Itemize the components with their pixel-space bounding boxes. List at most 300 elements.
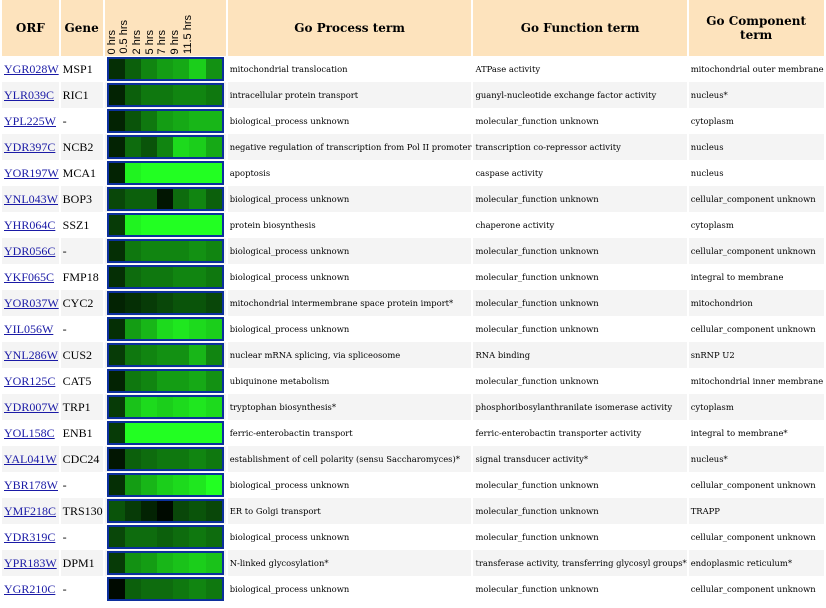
process-term-cell: ER to Golgi transport xyxy=(228,498,472,524)
component-term-cell: cellular_component unknown xyxy=(689,186,824,212)
orf-cell xyxy=(2,238,59,264)
function-term-cell: guanyl-nucleotide exchange factor activity xyxy=(473,82,686,108)
function-term-cell: molecular_function unknown xyxy=(475,272,599,282)
orf-link[interactable]: YDR397C xyxy=(4,140,56,154)
component-term-cell: nucleus xyxy=(689,134,824,160)
component-term-cell: cellular_component unknown xyxy=(690,532,816,542)
expression-cell xyxy=(105,316,226,342)
expression-heat-cell xyxy=(141,111,157,131)
function-term-cell: molecular_function unknown xyxy=(475,376,599,386)
function-term-cell: ATPase activity xyxy=(475,64,541,74)
expression-heat-cell xyxy=(109,163,125,183)
expression-heat-cell xyxy=(157,449,173,469)
expression-heatbar xyxy=(107,317,224,341)
expression-heat-cell xyxy=(189,267,205,287)
process-header: Go Process term xyxy=(228,0,472,56)
gene-cell: CDC24 xyxy=(61,446,103,472)
process-term-cell: mitochondrial intermembrane space protein import* xyxy=(228,290,472,316)
expression-heat-cell xyxy=(173,215,189,235)
expression-heat-cell xyxy=(141,579,157,599)
orf-link[interactable]: YOR125C xyxy=(4,374,56,388)
orf-link[interactable]: YDR056C xyxy=(4,244,56,258)
orf-link[interactable]: YOR197W xyxy=(4,166,59,180)
expression-heat-cell xyxy=(206,215,222,235)
component-term-cell: nucleus* xyxy=(689,446,824,472)
expression-heat-cell xyxy=(173,345,189,365)
orf-link[interactable]: YGR210C xyxy=(4,582,56,596)
expression-heat-cell xyxy=(189,163,205,183)
expression-heat-cell xyxy=(189,319,205,339)
gene-cell: - xyxy=(61,238,103,264)
expression-heat-cell xyxy=(173,475,189,495)
gene-cell: - xyxy=(62,477,67,492)
expression-cell xyxy=(105,212,226,238)
expression-heat-cell xyxy=(157,579,173,599)
expression-heat-cell xyxy=(141,137,157,157)
table-row xyxy=(2,108,824,134)
expression-cell xyxy=(105,290,226,316)
function-term-cell: ferric-enterobactin transporter activity xyxy=(475,428,642,438)
expression-heat-cell xyxy=(206,241,222,261)
table-row xyxy=(2,446,824,472)
expression-heat-cell xyxy=(157,111,173,131)
expression-heatbar xyxy=(107,447,224,471)
timepoint-label-cell xyxy=(168,0,181,56)
expression-heat-cell xyxy=(157,553,173,573)
timepoint-label: 7 hrs xyxy=(156,29,169,54)
function-term-cell: molecular_function unknown xyxy=(473,498,686,524)
process-term-cell: biological_process unknown xyxy=(229,480,350,490)
expression-heatbar xyxy=(107,525,224,549)
expression-heat-cell xyxy=(173,397,189,417)
expression-heat-cell xyxy=(189,527,205,547)
table-row xyxy=(2,134,824,160)
process-term-cell: intracellular protein transport xyxy=(228,82,472,108)
gene-cell: - xyxy=(62,581,67,596)
gene-cell: - xyxy=(62,321,67,336)
table-row xyxy=(2,368,824,394)
expression-heat-cell xyxy=(125,111,141,131)
expression-heatbar xyxy=(107,109,224,133)
expression-heat-cell xyxy=(141,397,157,417)
table-row xyxy=(2,472,824,498)
expression-heat-cell xyxy=(173,163,189,183)
expression-heat-cell xyxy=(109,475,125,495)
process-term-cell: negative regulation of transcription from Pol II promoter xyxy=(228,134,472,160)
expression-heat-cell xyxy=(109,319,125,339)
expression-heat-cell xyxy=(189,449,205,469)
expression-heat-cell xyxy=(157,137,173,157)
expression-heat-cell xyxy=(125,423,141,443)
expression-heat-cell xyxy=(189,85,205,105)
expression-heat-cell xyxy=(189,371,205,391)
expression-heatbar xyxy=(107,213,224,237)
expression-heat-cell xyxy=(173,319,189,339)
expression-cell xyxy=(105,264,226,290)
expression-heat-cell xyxy=(125,527,141,547)
expression-heat-cell xyxy=(141,345,157,365)
orf-link[interactable]: YOL158C xyxy=(4,426,55,440)
table-row xyxy=(2,420,824,446)
orf-cell xyxy=(2,576,59,602)
table-row xyxy=(2,290,824,316)
expression-heat-cell xyxy=(109,553,125,573)
gene-cell: - xyxy=(62,529,67,544)
expression-heat-cell xyxy=(189,553,205,573)
orf-link[interactable]: YNL043W xyxy=(4,192,58,206)
expression-heatbar xyxy=(107,83,224,107)
expression-heat-cell xyxy=(206,293,222,313)
gene-cell: ENB1 xyxy=(62,425,93,440)
orf-cell xyxy=(2,368,59,394)
expression-heat-cell xyxy=(157,189,173,209)
timepoint-label: 11.5 hrs xyxy=(181,15,194,54)
table-row xyxy=(2,550,824,576)
expression-heat-cell xyxy=(125,319,141,339)
gene-cell: TRP1 xyxy=(61,394,103,420)
orf-cell xyxy=(2,264,59,290)
orf-cell xyxy=(2,342,59,368)
expression-heat-cell xyxy=(173,267,189,287)
orf-link[interactable]: YPL225W xyxy=(4,114,56,128)
expression-heat-cell xyxy=(189,241,205,261)
expression-heat-cell xyxy=(157,293,173,313)
expression-heat-cell xyxy=(173,501,189,521)
process-term-cell: biological_process unknown xyxy=(229,584,350,594)
expression-cell xyxy=(105,56,226,82)
expression-heat-cell xyxy=(141,423,157,443)
function-term-cell: molecular_function unknown xyxy=(473,290,686,316)
expression-heat-cell xyxy=(109,501,125,521)
expression-heat-cell xyxy=(141,553,157,573)
expression-heat-cell xyxy=(173,423,189,443)
expression-heat-cell xyxy=(109,345,125,365)
expression-cell xyxy=(105,576,226,602)
expression-heat-cell xyxy=(125,449,141,469)
orf-cell xyxy=(2,550,59,576)
expression-heat-cell xyxy=(109,449,125,469)
process-term-cell: biological_process unknown xyxy=(229,116,350,126)
expression-heat-cell xyxy=(141,59,157,79)
timepoint-label-cell xyxy=(105,0,118,56)
expression-heat-cell xyxy=(173,553,189,573)
expression-heat-cell xyxy=(109,579,125,599)
expression-heat-cell xyxy=(157,371,173,391)
orf-link[interactable]: YHR064C xyxy=(4,218,56,232)
expression-heat-cell xyxy=(109,189,125,209)
function-term-cell: phosphoribosylanthranilate isomerase activity xyxy=(473,394,686,420)
function-term-cell: caspase activity xyxy=(475,168,543,178)
process-term-cell: nuclear mRNA splicing, via spliceosome xyxy=(228,342,472,368)
expression-heat-cell xyxy=(206,59,222,79)
expression-heat-cell xyxy=(173,111,189,131)
expression-heat-cell xyxy=(173,189,189,209)
orf-link[interactable]: YPR183W xyxy=(4,556,57,570)
expression-heat-cell xyxy=(189,189,205,209)
gene-cell: CYC2 xyxy=(61,290,103,316)
gene-cell: SSZ1 xyxy=(62,217,90,232)
orf-cell xyxy=(2,524,59,550)
expression-heat-cell xyxy=(157,501,173,521)
gene-cell: CUS2 xyxy=(61,342,103,368)
expression-heatbar xyxy=(107,473,224,497)
orf-cell xyxy=(2,186,59,212)
component-term-cell: integral to membrane* xyxy=(690,428,788,438)
expression-cell xyxy=(105,134,226,160)
component-term-cell: integral to membrane xyxy=(690,272,784,282)
expression-heat-cell xyxy=(125,371,141,391)
orf-cell xyxy=(2,212,59,238)
expression-heat-cell xyxy=(206,475,222,495)
gene-cell: RIC1 xyxy=(61,82,103,108)
expression-cell xyxy=(105,394,226,420)
expression-heat-cell xyxy=(206,423,222,443)
table-row xyxy=(2,264,824,290)
orf-cell xyxy=(2,56,59,82)
component-term-cell: cytoplasm xyxy=(690,220,734,230)
timepoint-label-cell xyxy=(143,0,156,56)
table-row xyxy=(2,160,824,186)
table-row xyxy=(2,212,824,238)
expression-heat-cell xyxy=(189,475,205,495)
orf-cell xyxy=(2,82,59,108)
expression-heat-cell xyxy=(141,527,157,547)
orf-link[interactable]: YAL041W xyxy=(4,452,57,466)
expression-heat-cell xyxy=(109,371,125,391)
gene-cell: FMP18 xyxy=(62,269,99,284)
component-term-cell: cellular_component unknown xyxy=(690,324,816,334)
orf-link[interactable]: YBR178W xyxy=(4,478,58,492)
process-term-cell: biological_process unknown xyxy=(229,324,350,334)
expression-heat-cell xyxy=(109,267,125,287)
expression-heat-cell xyxy=(125,293,141,313)
expression-cell xyxy=(105,550,226,576)
orf-cell xyxy=(2,472,59,498)
expression-heat-cell xyxy=(141,241,157,261)
component-term-cell: cytoplasm xyxy=(689,394,824,420)
process-term-cell: tryptophan biosynthesis* xyxy=(228,394,472,420)
expression-heat-cell xyxy=(157,397,173,417)
expression-cell xyxy=(105,498,226,524)
expression-heat-cell xyxy=(109,397,125,417)
expression-heat-cell xyxy=(109,215,125,235)
expression-heat-cell xyxy=(189,501,205,521)
orf-link[interactable]: YKF065C xyxy=(4,270,55,284)
orf-link[interactable]: YMF218C xyxy=(4,504,57,518)
expression-heat-cell xyxy=(141,293,157,313)
expression-heatbar xyxy=(107,499,224,523)
orf-link[interactable]: YIL056W xyxy=(4,322,54,336)
expression-heat-cell xyxy=(141,319,157,339)
expression-heat-cell xyxy=(173,85,189,105)
function-term-cell: transferase activity, transferring glycosyl groups* xyxy=(473,550,686,576)
expression-heat-cell xyxy=(141,501,157,521)
expression-heat-cell xyxy=(206,371,222,391)
gene-cell: DPM1 xyxy=(61,550,103,576)
expression-heat-cell xyxy=(157,241,173,261)
table-row xyxy=(2,316,824,342)
expression-heatbar xyxy=(107,239,224,263)
expression-heat-cell xyxy=(125,397,141,417)
expression-heat-cell xyxy=(206,267,222,287)
timepoint-header xyxy=(105,0,226,56)
expression-heatbar xyxy=(107,265,224,289)
expression-heat-cell xyxy=(141,215,157,235)
gene-header: Gene xyxy=(61,0,103,56)
expression-heat-cell xyxy=(157,267,173,287)
expression-heat-cell xyxy=(189,423,205,443)
orf-cell xyxy=(2,108,59,134)
expression-heat-cell xyxy=(125,267,141,287)
expression-heat-cell xyxy=(157,215,173,235)
expression-heatbar xyxy=(107,577,224,601)
expression-heat-cell xyxy=(157,345,173,365)
expression-heat-cell xyxy=(189,59,205,79)
function-term-cell: transcription co-repressor activity xyxy=(473,134,686,160)
expression-cell xyxy=(105,524,226,550)
function-term-cell: molecular_function unknown xyxy=(473,186,686,212)
expression-cell xyxy=(105,472,226,498)
expression-heat-cell xyxy=(125,501,141,521)
expression-heat-cell xyxy=(206,163,222,183)
component-header: Go Component term xyxy=(689,0,824,56)
expression-heat-cell xyxy=(173,579,189,599)
orf-cell xyxy=(2,446,59,472)
expression-heat-cell xyxy=(157,423,173,443)
expression-heat-cell xyxy=(189,293,205,313)
expression-heat-cell xyxy=(125,215,141,235)
expression-cell xyxy=(105,368,226,394)
expression-heat-cell xyxy=(157,527,173,547)
expression-heat-cell xyxy=(173,241,189,261)
table-row xyxy=(2,238,824,264)
expression-heat-cell xyxy=(141,371,157,391)
process-term-cell: protein biosynthesis xyxy=(229,220,316,230)
expression-heat-cell xyxy=(206,345,222,365)
expression-cell xyxy=(105,342,226,368)
expression-heat-cell xyxy=(173,293,189,313)
process-term-cell: biological_process unknown xyxy=(228,238,472,264)
orf-link[interactable]: YOR037W xyxy=(4,296,59,310)
expression-heat-cell xyxy=(109,293,125,313)
process-term-cell: ubiquinone metabolism xyxy=(229,376,330,386)
function-term-cell: molecular_function unknown xyxy=(475,532,599,542)
component-term-cell: mitochondrion xyxy=(689,290,824,316)
expression-heat-cell xyxy=(189,111,205,131)
expression-heat-cell xyxy=(206,137,222,157)
expression-heat-cell xyxy=(206,527,222,547)
process-term-cell: biological_process unknown xyxy=(229,532,350,542)
expression-heat-cell xyxy=(206,579,222,599)
expression-heat-cell xyxy=(125,59,141,79)
table-row xyxy=(2,498,824,524)
orf-link[interactable]: YNL286W xyxy=(4,348,58,362)
orf-cell xyxy=(2,134,59,160)
timepoint-label: 2 hrs xyxy=(131,29,144,54)
expression-heat-cell xyxy=(141,85,157,105)
expression-heat-cell xyxy=(173,371,189,391)
expression-heat-cell xyxy=(125,189,141,209)
process-term-cell: ferric-enterobactin transport xyxy=(229,428,353,438)
expression-heat-cell xyxy=(206,319,222,339)
component-term-cell: TRAPP xyxy=(689,498,824,524)
expression-heatbar xyxy=(107,369,224,393)
expression-heat-cell xyxy=(189,397,205,417)
expression-heat-cell xyxy=(109,137,125,157)
expression-cell xyxy=(105,446,226,472)
expression-heat-cell xyxy=(173,527,189,547)
expression-heat-cell xyxy=(109,423,125,443)
orf-link[interactable]: YDR319C xyxy=(4,530,56,544)
gene-cell: TRS130 xyxy=(61,498,103,524)
orf-cell xyxy=(2,290,59,316)
component-term-cell: nucleus* xyxy=(689,82,824,108)
table-row xyxy=(2,524,824,550)
process-term-cell: mitochondrial translocation xyxy=(229,64,348,74)
gene-cell: MSP1 xyxy=(62,61,93,76)
header-row xyxy=(2,0,824,56)
timepoint-label: 5 hrs xyxy=(143,29,156,54)
expression-heat-cell xyxy=(141,475,157,495)
timepoint-label: 9 hrs xyxy=(169,29,182,54)
expression-heat-cell xyxy=(206,501,222,521)
expression-heat-cell xyxy=(157,59,173,79)
expression-heat-cell xyxy=(157,475,173,495)
orf-link[interactable]: YLR039C xyxy=(4,88,55,102)
expression-heat-cell xyxy=(206,553,222,573)
expression-heatbar xyxy=(107,421,224,445)
expression-heatbar xyxy=(107,291,224,315)
orf-cell xyxy=(2,394,59,420)
expression-cell xyxy=(105,82,226,108)
timepoint-label: 0 hrs xyxy=(105,29,118,54)
expression-heat-cell xyxy=(157,163,173,183)
gene-cell: - xyxy=(62,113,67,128)
orf-link[interactable]: YGR028W xyxy=(4,62,59,76)
component-term-cell: cellular_component unknown xyxy=(690,584,816,594)
orf-cell xyxy=(2,160,59,186)
expression-heat-cell xyxy=(206,189,222,209)
expression-heat-cell xyxy=(141,163,157,183)
function-term-cell: molecular_function unknown xyxy=(473,238,686,264)
function-term-cell: signal transducer activity* xyxy=(473,446,686,472)
expression-heatbar xyxy=(107,135,224,159)
expression-cell xyxy=(105,420,226,446)
expression-heat-cell xyxy=(141,189,157,209)
function-term-cell: molecular_function unknown xyxy=(475,116,599,126)
expression-heat-cell xyxy=(206,85,222,105)
expression-heat-cell xyxy=(189,579,205,599)
expression-heat-cell xyxy=(157,85,173,105)
expression-heat-cell xyxy=(125,241,141,261)
table-row xyxy=(2,394,824,420)
expression-heat-cell xyxy=(189,215,205,235)
component-term-cell: mitochondrial inner membrane xyxy=(690,376,824,386)
table-row xyxy=(2,56,824,82)
orf-link[interactable]: YDR007W xyxy=(4,400,59,414)
table-row xyxy=(2,576,824,602)
component-term-cell: cellular_component unknown xyxy=(689,238,824,264)
expression-heat-cell xyxy=(125,137,141,157)
gene-cell: CAT5 xyxy=(62,373,92,388)
timepoint-label-cell xyxy=(117,0,130,56)
expression-heatbar xyxy=(107,57,224,81)
expression-heat-cell xyxy=(109,527,125,547)
orf-header: ORF xyxy=(2,0,59,56)
table-row xyxy=(2,342,824,368)
expression-heat-cell xyxy=(109,241,125,261)
component-term-cell: mitochondrial outer membrane xyxy=(690,64,824,74)
